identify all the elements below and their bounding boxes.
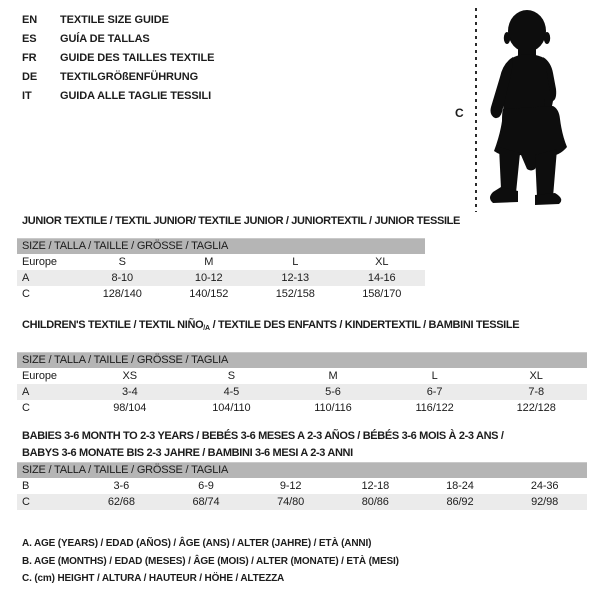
language-label: TEXTILE SIZE GUIDE [60,14,169,26]
table-cell: 6-9 [198,480,214,492]
children-title-pre: CHILDREN'S TEXTILE / TEXTIL NIÑO [22,319,204,331]
table-cell: Europe [22,370,57,382]
table-row-height [17,286,425,302]
table-cell: 116/122 [415,402,454,414]
language-label: GUIDE DES TAILLES TEXTILE [60,52,215,64]
babies-title-line2: BABYS 3-6 MONATE BIS 2-3 JAHRE / BAMBINI 3-6 MESI A 2-3 ANNI [22,447,353,459]
table-row-age-months [17,478,587,494]
junior-section-title: JUNIOR TEXTILE / TEXTIL JUNIOR/ TEXTILE JUNIOR / JUNIORTEXTIL / JUNIOR TESSILE [22,215,461,227]
table-cell: 86/92 [418,494,503,510]
table-cell: 24-36 [530,480,559,492]
language-code: EN [22,14,38,26]
children-title-sub: /A [203,325,210,332]
table-cell: 128/140 [102,288,142,300]
table-cell: 158/170 [362,288,402,300]
table-cell: 3-4 [79,384,181,400]
table-cell: L [431,370,438,382]
table-cell: 12-18 [361,480,390,492]
table-cell: XL [375,256,389,268]
table-cell: 4-5 [181,384,283,400]
children-section-title [22,319,519,332]
table-cell: 92/98 [502,494,587,510]
table-row-height [17,400,587,416]
size-header-bar: SIZE / TALLA / TAILLE / GRÖSSE / TAGLIA [17,238,425,254]
size-header-bar: SIZE / TALLA / TAILLE / GRÖSSE / TAGLIA [17,462,587,478]
language-code: DE [22,71,38,83]
language-row-it [22,87,214,106]
height-figure [445,6,597,216]
size-header-bar: SIZE / TALLA / TAILLE / GRÖSSE / TAGLIA [17,352,587,368]
table-cell: 62/68 [79,494,164,510]
language-code: ES [22,33,37,45]
table-cell: 122/128 [516,402,556,414]
table-cell: XS [122,370,138,382]
language-row-fr [22,49,214,68]
table-row-sizes [17,368,587,384]
table-row-height [17,494,587,510]
language-row-en [22,11,214,30]
table-cell: C [17,494,79,510]
babies-size-table [17,462,587,510]
language-list [22,11,214,106]
table-cell: 68/74 [164,494,249,510]
table-cell: C [22,402,30,414]
baby-silhouette-icon [487,9,572,207]
table-row-sizes [17,254,425,270]
height-dashed-line [475,8,477,212]
children-title-post: / TEXTILE DES ENFANTS / KINDERTEXTIL / BAMBINI TESSILE [209,319,520,331]
table-cell: S [118,256,126,268]
table-cell: 14-16 [339,270,426,286]
language-row-de [22,68,214,87]
table-cell: 18-24 [446,480,474,492]
table-cell: A [17,384,79,400]
table-cell: M [328,370,338,382]
table-cell: Europe [22,256,57,268]
language-label: TEXTILGRÖßENFÜHRUNG [60,71,199,83]
junior-size-table [17,238,425,302]
table-cell: 98/104 [113,402,147,414]
table-cell: 152/158 [275,288,315,300]
table-cell: M [204,256,214,268]
babies-section-title [22,428,504,462]
table-cell: 74/80 [248,494,333,510]
language-code: IT [22,90,32,102]
table-cell: 9-12 [279,480,302,492]
table-cell: 10-12 [166,270,253,286]
footnotes [22,535,399,588]
table-row-age [17,270,425,286]
table-cell: 110/116 [314,402,352,414]
language-code: FR [22,52,37,64]
table-cell: L [292,256,299,268]
table-cell: C [22,288,30,300]
table-cell: 5-6 [282,384,384,400]
table-cell: 140/152 [189,288,229,300]
language-label: GUÍA DE TALLAS [60,33,150,45]
babies-title-line1: BABIES 3-6 MONTH TO 2-3 YEARS / BEBÉS 3-6 MESES A 2-3 AÑOS / BÉBÉS 3-6 MOIS À 2-3 ANS / [22,430,504,442]
table-cell: 8-10 [79,270,166,286]
table-cell: S [227,370,236,382]
footnote-c: C. (cm) HEIGHT / ALTURA / HAUTEUR / HÖHE / ALTEZZA [22,573,285,584]
language-row-es [22,30,214,49]
language-label: GUIDA ALLE TAGLIE TESSILI [60,90,212,102]
table-cell: 104/110 [212,402,251,414]
table-cell: B [22,480,30,492]
table-cell: 6-7 [384,384,486,400]
height-label-c: C [455,106,464,120]
table-row-age [17,384,587,400]
table-cell: 7-8 [485,384,587,400]
children-size-table [17,352,587,416]
table-cell: A [17,270,79,286]
table-cell: 12-13 [252,270,339,286]
footnote-a: A. AGE (YEARS) / EDAD (AÑOS) / ÂGE (ANS) / ALTER (JAHRE) / ETÀ (ANNI) [22,538,372,549]
table-cell: 80/86 [333,494,418,510]
table-cell: 3-6 [113,480,130,492]
table-cell: XL [529,370,543,382]
footnote-b: B. AGE (MONTHS) / EDAD (MESES) / ÂGE (MOIS) / ALTER (MONATE) / ETÀ (MESI) [22,555,399,567]
